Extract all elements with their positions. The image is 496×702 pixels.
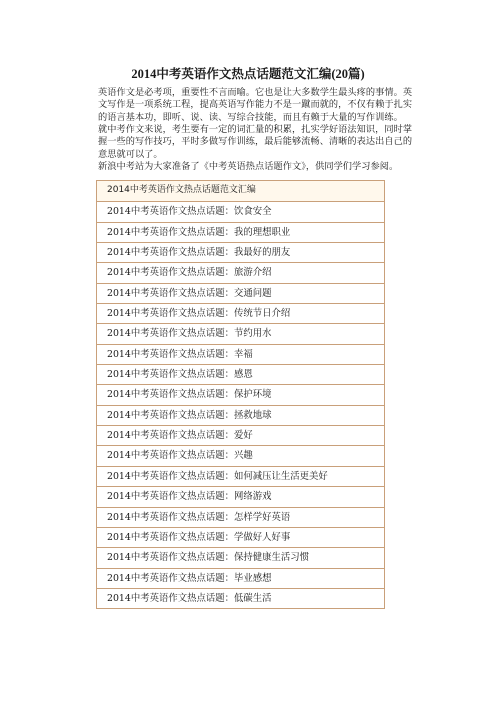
paragraph-text: 英语作文是必考项，重要性不言而喻。它也是让大多数学生最头疼的事情。英文写作是一项系统工程，提高英语写作能力不是一蹴而就的，不仅有赖于扎实的语言基本功，即听、说、读、写综合技能，而且有赖于大量的写作训练。 — [98, 87, 413, 123]
topic-link[interactable]: 2014中考英语作文热点话题：网络游戏 — [97, 486, 384, 506]
topic-link[interactable]: 2014中考英语作文热点话题：饮食安全 — [97, 201, 384, 221]
topic-link[interactable]: 2014中考英语作文热点话题：旅游介绍 — [97, 262, 384, 282]
paragraph-text: 就中考作文来说，考生要有一定的词汇量的积累，扎实学好语法知识，同时掌握一些的写作技巧，平时多做写作训练，最后能够流畅、清晰的表达出自己的意思就可以了。 — [98, 124, 413, 160]
topic-link[interactable]: 2014中考英语作文热点话题：幸福 — [97, 344, 384, 364]
topic-link[interactable]: 2014中考英语作文热点话题：我的理想职业 — [97, 222, 384, 242]
topic-link[interactable]: 2014中考英语作文热点话题：怎样学好英语 — [97, 507, 384, 527]
topic-list-header[interactable]: 2014中考英语作文热点话题范文汇编 — [97, 181, 384, 201]
topic-link[interactable]: 2014中考英语作文热点话题：爱好 — [97, 425, 384, 445]
intro-paragraph-1 — [80, 87, 420, 124]
topic-link[interactable]: 2014中考英语作文热点话题：保护环境 — [97, 384, 384, 404]
topic-link[interactable]: 2014中考英语作文热点话题：兴趣 — [97, 445, 384, 465]
topic-list-table — [96, 180, 385, 609]
topic-link[interactable]: 2014中考英语作文热点话题：我最好的朋友 — [97, 242, 384, 262]
page-title: 2014中考英语作文热点话题范文汇编(20篇) — [131, 67, 365, 81]
topic-link[interactable]: 2014中考英语作文热点话题：拯救地球 — [97, 405, 384, 425]
topic-link[interactable]: 2014中考英语作文热点话题：传统节日介绍 — [97, 303, 384, 323]
topic-link[interactable]: 2014中考英语作文热点话题：保持健康生活习惯 — [97, 547, 384, 567]
topic-link[interactable]: 2014中考英语作文热点话题：学做好人好事 — [97, 527, 384, 547]
topic-link[interactable]: 2014中考英语作文热点话题：感恩 — [97, 364, 384, 384]
intro-paragraph-2 — [80, 124, 420, 161]
topic-link[interactable]: 2014中考英语作文热点话题：低碳生活 — [97, 588, 384, 608]
topic-link[interactable]: 2014中考英语作文热点话题：如何减压让生活更美好 — [97, 466, 384, 486]
topic-link[interactable]: 2014中考英语作文热点话题：交通问题 — [97, 283, 384, 303]
intro-paragraph-3 — [80, 161, 420, 173]
paragraph-text: 新浪中考站为大家准备了《中考英语热点话题作文》，供同学们学习参阅。 — [98, 161, 399, 172]
topic-link[interactable]: 2014中考英语作文热点话题：节约用水 — [97, 323, 384, 343]
topic-link[interactable]: 2014中考英语作文热点话题：毕业感想 — [97, 568, 384, 588]
